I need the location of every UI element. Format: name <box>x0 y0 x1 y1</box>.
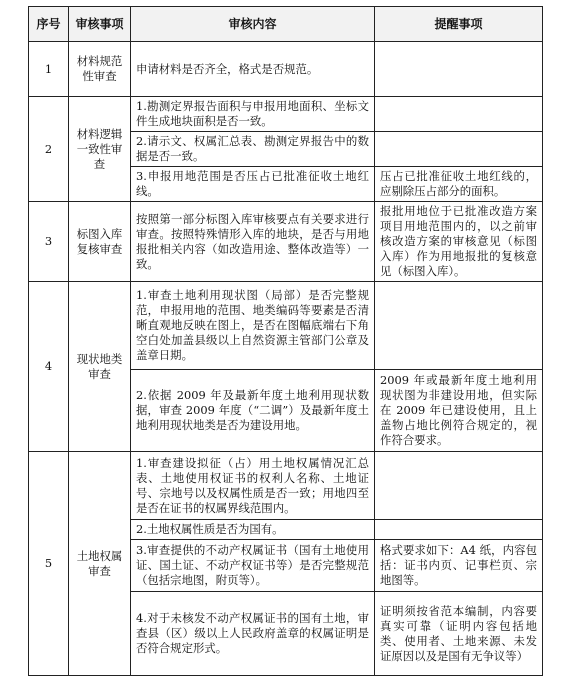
header-item: 审核事项 <box>69 7 131 42</box>
table-row <box>29 452 543 520</box>
row-content: 2.土地权属性质是否为国有。 <box>131 520 375 540</box>
row-content: 3.审查提供的不动产权属证书（国有土地使用证、国土证、不动产权证书等）是否完整规范（包括宗地图，附页等）。 <box>131 540 375 592</box>
row-note: 证明须按省范本编制，内容要真实可靠（证明内容包括地类、使用者、土地来源、未发证原因以及是国有无争议等） <box>375 592 543 676</box>
row-content: 申请材料是否齐全，格式是否规范。 <box>131 42 375 97</box>
row-no: 4 <box>29 282 69 452</box>
row-item: 标图入库复核审查 <box>69 202 131 282</box>
row-note <box>375 97 543 132</box>
row-note <box>375 282 543 370</box>
row-item: 材料规范性审查 <box>69 42 131 97</box>
row-content: 2.请示文、权属汇总表、勘测定界报告中的数据是否一致。 <box>131 132 375 167</box>
header-content: 审核内容 <box>131 7 375 42</box>
row-note <box>375 520 543 540</box>
row-note: 报批用地位于已批准改造方案项目用地范围内的，以之前审核改造方案的审核意见（标图入库）作为用地报批的复核意见（标图入库）。 <box>375 202 543 282</box>
row-content: 按照第一部分标图入库审核要点有关要求进行审查。按照特殊情形入库的地块，是否与用地报批相关内容（如改造用途、整体改造等）一致。 <box>131 202 375 282</box>
header-note: 提醒事项 <box>375 7 543 42</box>
review-table <box>28 6 543 676</box>
row-note <box>375 132 543 167</box>
row-note: 2009 年或最新年度土地利用现状图为非建设用地，但实际在 2009 年已建设使用，且上盖物占地比例符合规定的，视作符合要求。 <box>375 370 543 452</box>
table-row <box>29 42 543 97</box>
header-no: 序号 <box>29 7 69 42</box>
row-item: 土地权属审查 <box>69 452 131 676</box>
row-note: 压占已批准征收土地红线的，应剔除压占部分的面积。 <box>375 167 543 202</box>
row-content: 1.审查土地利用现状图（局部）是否完整规范，申报用地的范围、地类编码等要素是否清晰直观地反映在图上，是否在图幅底端右下角空白处加盖县级以上自然资源主管部门公章及盖章日期。 <box>131 282 375 370</box>
row-item: 材料逻辑一致性审查 <box>69 97 131 202</box>
table-row <box>29 202 543 282</box>
table-row <box>29 97 543 132</box>
row-no: 5 <box>29 452 69 676</box>
row-content: 1.勘测定界报告面积与申报用地面积、坐标文件生成地块面积是否一致。 <box>131 97 375 132</box>
table-row <box>29 282 543 370</box>
row-note: 格式要求如下：A4 纸，内容包括：证书内页、记事栏页、宗地图等。 <box>375 540 543 592</box>
row-content: 3.申报用地范围是否压占已批准征收土地红线。 <box>131 167 375 202</box>
row-note <box>375 452 543 520</box>
row-content: 4.对于未核发不动产权属证书的国有土地，审查县（区）级以上人民政府盖章的权属证明是否符合规定形式。 <box>131 592 375 676</box>
table-header-row <box>29 7 543 42</box>
row-no: 1 <box>29 42 69 97</box>
row-content: 2.依据 2009 年及最新年度土地利用现状数据，审查 2009 年度（“二调”）及最新年度土地利用现状地类是否为建设用地。 <box>131 370 375 452</box>
row-note <box>375 42 543 97</box>
row-content: 1.审查建设拟征（占）用土地权属情况汇总表、土地使用权证书的权利人名称、土地证号、宗地号以及权属性质是否一致；用地四至是否在证书的权属界线范围内。 <box>131 452 375 520</box>
row-no: 3 <box>29 202 69 282</box>
row-item: 现状地类审查 <box>69 282 131 452</box>
row-no: 2 <box>29 97 69 202</box>
